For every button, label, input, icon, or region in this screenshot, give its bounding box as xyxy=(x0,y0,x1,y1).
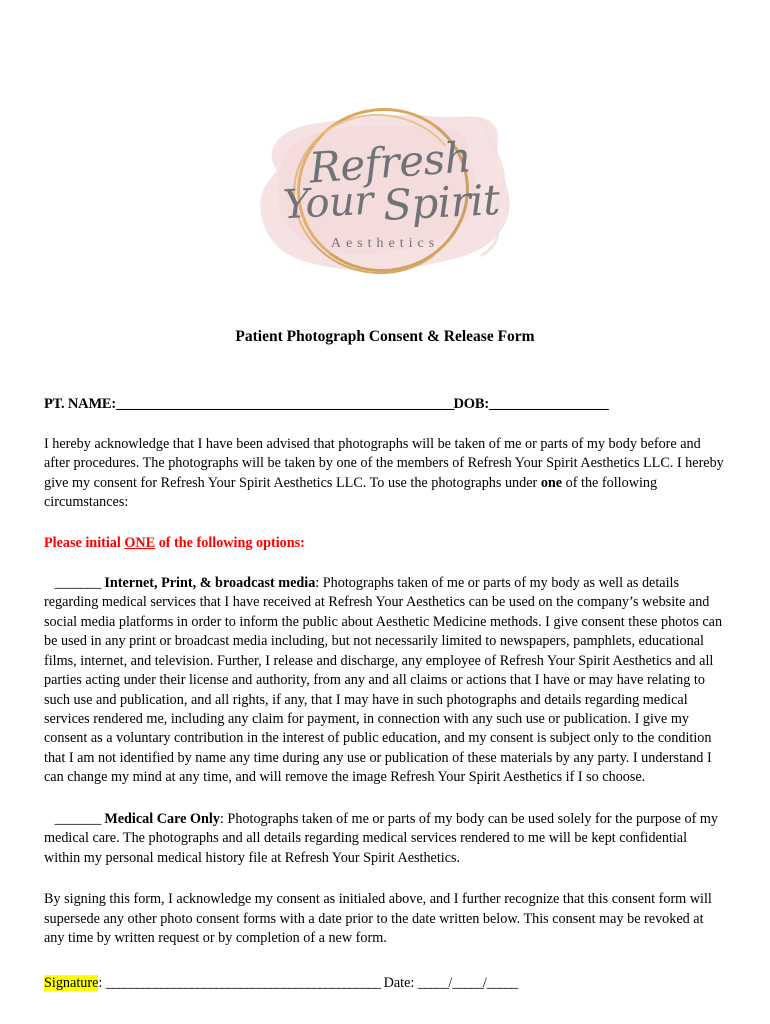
pt-name-label: PT. NAME: xyxy=(44,396,117,412)
company-logo xyxy=(0,100,770,300)
option-internet-print-broadcast xyxy=(44,574,726,788)
instruction-emphasis: ONE xyxy=(124,534,156,551)
closing-paragraph: By signing this form, I acknowledge my consent as initialed above, and I further recognize that this consent form will supersede any other photo consent forms with a date prior to the date written below. This consent may be revoked at any time by written request or by completion of a new form. xyxy=(44,891,712,947)
option-medical-care-only xyxy=(44,810,726,868)
logo-artwork xyxy=(235,100,535,295)
dob-label: DOB: xyxy=(453,396,489,412)
signature-row xyxy=(44,975,726,992)
intro-bold-one: one xyxy=(540,474,563,491)
logo-text-your: Your xyxy=(281,177,375,229)
initial-instruction xyxy=(44,535,726,552)
instruction-before: Please initial xyxy=(44,534,125,551)
option-2-label: Medical Care Only xyxy=(104,810,220,827)
date-label: Date: xyxy=(383,974,415,991)
option-1-body: : Photographs taken of me or parts of my body as well as details regarding medical services that I have received at Refresh Your Aesthetics can be used on the company’s website and social media platforms in order to inform the public about Aesthetic Medicine methods. I give consent these photos can be used in any print or broadcast media including, but not necessarily limited to newspapers, pamphlets, educational films, internet, and television. Further, I release and discharge, any employee of Refresh Your Spirit Aesthetics and all parties acting under their license and authority, from any and all claims or actions that I have or may have relating to such use and publication, and all rights, if any, that I may have in such photographs and details regarding medical services rendered me, including any claim for payment, in connection with any such use or publication. I give my consent as a voluntary contribution in the interest of public education, and my consent is subject only to the condition that I am not identified by name any time during any use or publication of these materials by any party. I understand I can change my mind at any time, and will remove the image Refresh Your Spirit Aesthetics if I so choose. xyxy=(44,574,723,786)
intro-text-part2: of the following circumstances: xyxy=(44,474,658,511)
instruction-after: of the following options: xyxy=(155,534,305,551)
dob-input[interactable]: ___________________ xyxy=(488,396,608,412)
intro-paragraph xyxy=(44,435,726,513)
signature-label: Signature xyxy=(44,974,99,991)
document-body xyxy=(44,328,726,992)
logo-text-aesthetics: Aesthetics xyxy=(330,236,440,251)
pt-name-input[interactable]: ______________________________________________________ xyxy=(116,396,454,412)
option-2-body: : Photographs taken of me or parts of my body can be used solely for the purpose of my medical care. The photographs and all details regarding medical services rendered to me will be kept confidential within my personal medical history file at Refresh Your Spirit Aesthetics. xyxy=(44,810,718,866)
signature-input[interactable]: _____________________________________________ xyxy=(105,974,381,991)
signature-colon: : xyxy=(98,974,103,991)
logo-text-refresh: Refresh xyxy=(307,132,473,193)
option-1-initial-blank[interactable]: _______ xyxy=(54,574,101,591)
date-year-input[interactable]: _____ xyxy=(486,974,518,991)
date-separator-2: / xyxy=(482,974,487,991)
date-day-input[interactable]: _____ xyxy=(452,974,483,991)
date-month-input[interactable]: _____ xyxy=(417,974,449,991)
page-title: Patient Photograph Consent & Release Form xyxy=(235,328,535,345)
intro-text-part1: I hereby acknowledge that I have been advised that photographs will be taken of me or parts of my body before and after procedures. The photographs will be taken by one of the members of Refresh Your Spirit Aesthetics LLC. I hereby give my consent for Refresh Your Spirit Aesthetics LLC. To use the photographs under xyxy=(44,436,724,491)
patient-identity-fields xyxy=(44,396,726,413)
option-2-initial-blank[interactable]: _______ xyxy=(54,810,101,827)
logo-text-spirit: Spirit xyxy=(381,174,501,231)
option-1-label: Internet, Print, & broadcast media xyxy=(104,574,316,591)
date-separator-1: / xyxy=(448,974,453,991)
